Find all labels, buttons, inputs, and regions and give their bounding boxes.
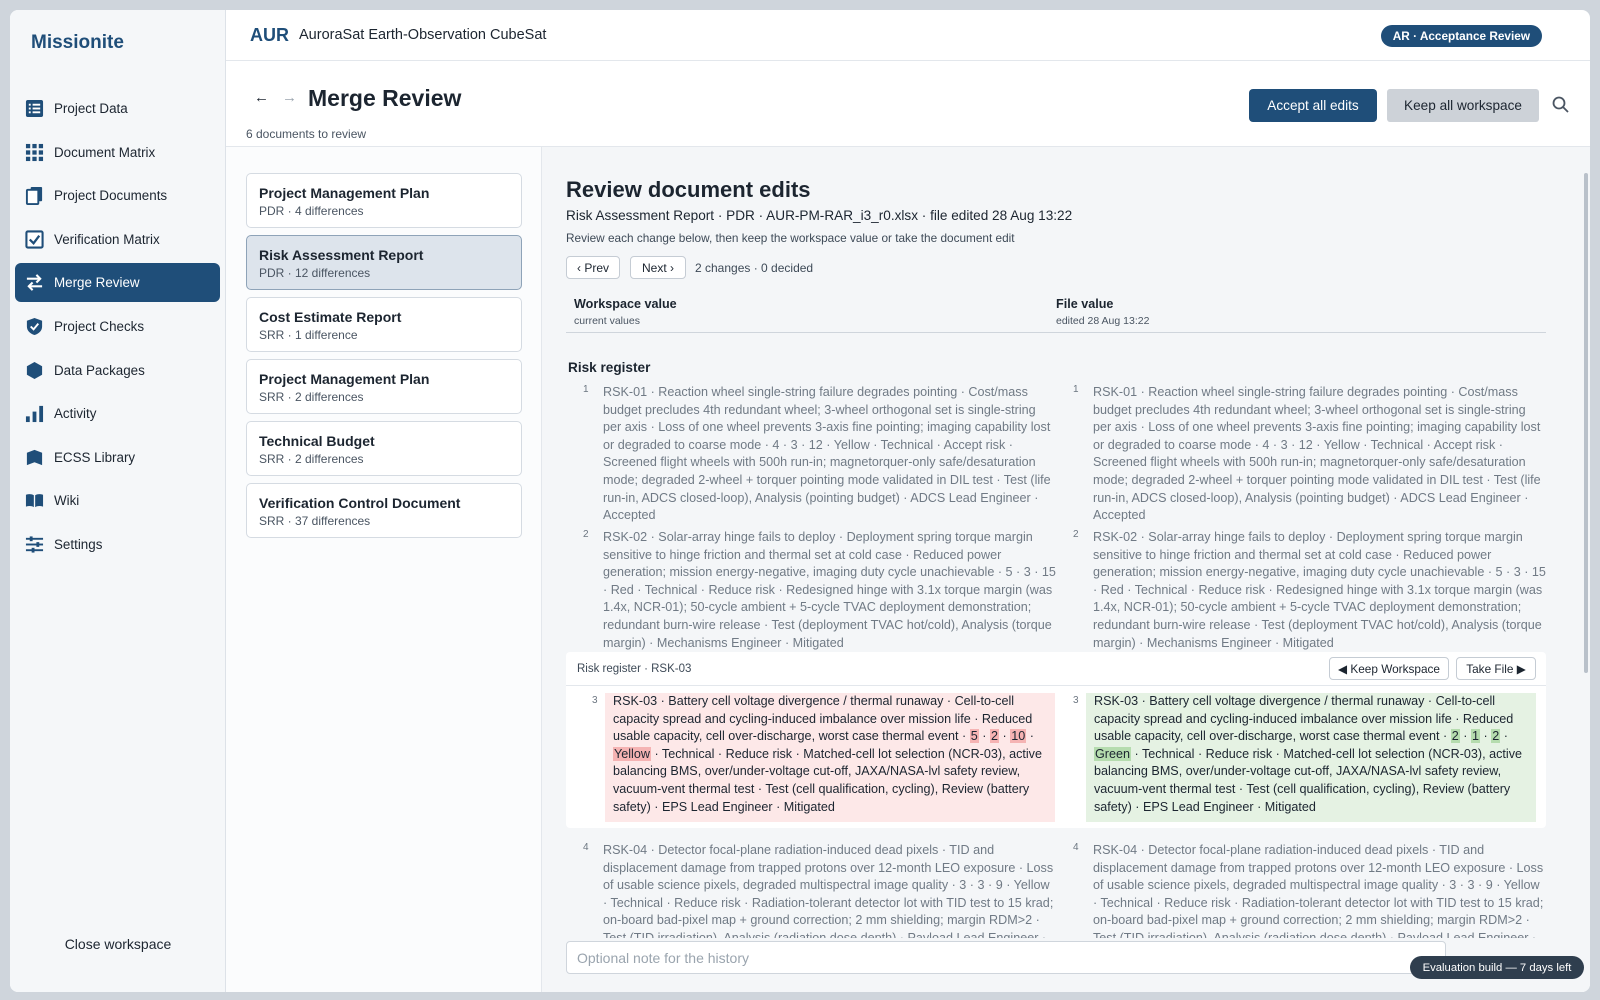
row-text-prefix: RSK-03 · Battery cell voltage divergence / thermal runaway · Cell-to-cell capacity spread and cycling-induced imbalance over mission life · Reduced usable capacity, cell over-discharge, worst case thermal event · — [613, 694, 1033, 744]
phase-badge[interactable]: AR · Acceptance Review — [1381, 25, 1542, 47]
workspace-column-header: Workspace value — [574, 297, 677, 311]
row-number: 2 — [1073, 529, 1079, 540]
sidebar-item-label: Merge Review — [54, 275, 140, 291]
sidebar-item-label: Project Checks — [54, 318, 145, 334]
sidebar-nav — [15, 89, 220, 569]
sidebar-item-project-data[interactable] — [15, 89, 220, 128]
row-text-suffix: · Technical · Reduce risk · Matched-cell lot selection (NCR-03), active balancing BMS, over/under-voltage cut-off, JAXA/NASA-lvl safety review, vacuum-vent thermal test · Test (cell qualification, cycling), Review (battery safety) · EPS Lead Engineer · Mitigated — [1094, 746, 1523, 814]
merge-icon — [24, 273, 44, 293]
sidebar-item-label: Wiki — [54, 493, 80, 509]
document-card[interactable] — [246, 483, 522, 538]
keep-all-workspace-button[interactable]: Keep all workspace — [1387, 89, 1539, 122]
document-card[interactable] — [246, 297, 522, 352]
evaluation-badge: Evaluation build — 7 days left — [1410, 956, 1584, 979]
sidebar-item-project-documents[interactable] — [15, 176, 220, 215]
sidebar-item-wiki[interactable] — [15, 481, 220, 520]
file-column-subtitle: edited 28 Aug 13:22 — [1056, 315, 1150, 327]
list-icon — [24, 99, 44, 119]
added-value: 2 — [1451, 729, 1459, 744]
page-header — [226, 61, 1590, 147]
document-name: Project Management Plan — [259, 371, 430, 387]
accept-all-edits-button[interactable]: Accept all edits — [1249, 89, 1377, 122]
document-differences: PDR · 12 differences — [259, 266, 371, 280]
document-card[interactable] — [246, 173, 522, 228]
row-number: 2 — [583, 529, 589, 540]
document-name: Verification Control Document — [259, 495, 461, 511]
back-arrow-icon[interactable]: ← — [254, 89, 269, 106]
section-title: Risk register — [568, 360, 651, 375]
file-row-text: RSK-01 · Reaction wheel single-string failure degrades pointing · Cost/mass budget precludes 4th redundant wheel; 3-wheel orthogonal set is single-string per axis · Loss of one wheel prevents 3-axis fine pointing; imaging capability lost or degraded to coarse mode · 4 · 3 · 12 · Yellow · Technical · Accept risk · Screened flight wheels with 500h run-in; magnetorquer-only safe/desaturation mode; degraded 2-wheel + torquer pointing mode validated in DIL test · Test (life run-in, ADCS closed-loop), Analysis (pointing budget) · ADCS Lead Engineer · Accepted — [1093, 385, 1541, 523]
document-differences: PDR · 4 differences — [259, 204, 364, 218]
document-differences: SRR · 2 differences — [259, 452, 364, 466]
column-divider — [566, 332, 1546, 333]
sidebar-item-label: Project Data — [54, 101, 128, 116]
document-card[interactable] — [246, 421, 522, 476]
library-icon — [24, 447, 44, 467]
removed-value: 2 — [990, 729, 998, 744]
workspace-row-text: RSK-04 · Detector focal-plane radiation-induced dead pixels · TID and displacement damage from trapped protons over 12-month LEO exposure · Loss of usable science pixels, degraded multispectral image quality · 3 · 3 · 9 · Yellow · Technical · Reduce risk · Radiation-tolerant detector lot with TID test to 15 krad; on-board bad-pixel map + ground correction; 2 mm shielding; margin RDM>2 · — [603, 843, 1054, 928]
brand-logo: Missionite — [31, 32, 124, 53]
review-file-meta: Risk Assessment Report · PDR · AUR-PM-RAR_i3_r0.xlsx · file edited 28 Aug 13:22 — [566, 208, 1073, 223]
workspace-column-subtitle: current values — [574, 315, 640, 327]
workspace-value-removed: RSK-03 · Battery cell voltage divergence / thermal runaway · Cell-to-cell capacity spread and cycling-induced imbalance over mission life · Reduced usable capacity, cell over-discharge, worst case thermal event · 5 · 2 · 10 · Yellow · Technical · Reduce risk · Matched-cell lot selection (NCR-03), active balancing BMS, over/under-voltage cut-off, JAXA/NASA-lvl safety review, vacuum-vent thermal test · Test (cell qualification, cycling), Review (battery safety) · EPS Lead Engineer · Mitigated — [605, 693, 1055, 822]
change-divider — [566, 685, 1546, 686]
review-instructions: Review each change below, then keep the workspace value or take the document edit — [566, 231, 1015, 245]
sidebar-item-label: Document Matrix — [54, 144, 156, 160]
next-change-button[interactable]: Next › — [630, 256, 686, 279]
history-note-input[interactable] — [566, 941, 1446, 974]
sidebar-item-label: Verification Matrix — [54, 231, 160, 247]
workspace-row-text: RSK-02 · Solar-array hinge fails to deploy · Deployment spring torque margin sensitive to hinge friction and thermal set at cold case · Reduced power generation; mission energy-negative, imaging duty cycle unachievable · 5 · 3 · 15 · Red · Technical · Reduce risk · Redesigned hinge with 3.1x torque margin (was 1.4x, NCR-01); 50-cycle ambient + 5-cycle TVAC deployment demonstration; redundant burn-wire release · Test (deployment TVAC hot/cold), Analysis (torque margin) · Mechanisms Engineer · Mitigated — [603, 530, 1056, 650]
row-number: 3 — [1073, 695, 1079, 706]
sidebar-item-project-checks[interactable] — [15, 307, 220, 346]
change-block — [566, 652, 1546, 828]
take-file-button[interactable]: Take File ▶ — [1456, 657, 1536, 680]
sidebar-item-label: Settings — [54, 536, 103, 552]
project-name: AuroraSat Earth-Observation CubeSat — [299, 27, 547, 43]
document-name: Project Management Plan — [259, 185, 430, 201]
topbar — [226, 10, 1590, 61]
review-scrollbar[interactable] — [1584, 173, 1588, 673]
sidebar-item-label: ECSS Library — [54, 449, 136, 465]
grid-icon — [24, 142, 44, 162]
file-row-text: RSK-04 · Detector focal-plane radiation-induced dead pixels · TID and displacement damage from trapped protons over 12-month LEO exposure · Loss of usable science pixels, degraded multispectral image quality · 3 · 3 · 9 · Yellow · Technical · Reduce risk · Radiation-tolerant detector lot with TID test to 15 krad; on-board bad-pixel map + ground correction; 2 mm shielding; margin RDM>2 · — [1093, 843, 1544, 928]
row-text-suffix: · Technical · Reduce risk · Matched-cell lot selection (NCR-03), active balancing BMS, over/under-voltage cut-off, JAXA/NASA-lvl safety review, vacuum-vent thermal test · Test (cell qualification, cycling), Review (battery safety) · EPS Lead Engineer · Mitigated — [613, 746, 1042, 814]
document-name: Risk Assessment Report — [259, 247, 424, 263]
review-title: Review document edits — [566, 177, 811, 202]
added-value: 1 — [1471, 729, 1479, 744]
row-number: 3 — [592, 695, 598, 706]
page-title: Merge Review — [308, 85, 462, 111]
document-name: Technical Budget — [259, 433, 375, 449]
removed-value: 10 — [1011, 729, 1026, 744]
app-window — [10, 10, 1590, 992]
sidebar-item-label: Project Documents — [54, 188, 168, 204]
close-workspace-button[interactable]: Close workspace — [64, 936, 172, 952]
change-count: 2 changes · 0 decided — [695, 261, 814, 275]
removed-value: 5 — [970, 729, 978, 744]
sidebar-item-label: Activity — [54, 406, 97, 422]
checkbox-icon — [24, 229, 44, 249]
sidebar-item-activity[interactable] — [15, 394, 220, 433]
search-icon[interactable] — [1550, 94, 1572, 116]
added-value: Green — [1095, 746, 1131, 761]
workspace-row-text: RSK-01 · Reaction wheel single-string failure degrades pointing · Cost/mass budget precludes 4th redundant wheel; 3-wheel orthogonal set is single-string per axis · Loss of one wheel prevents 3-axis fine pointing; imaging capability lost or degraded to coarse mode · 4 · 3 · 12 · Yellow · Technical · Accept risk · Screened flight wheels with 500h run-in; magnetorquer-only safe/desaturation mode; degraded 2-wheel + torquer pointing mode validated in DIL test · Test (life run-in, ADCS closed-loop), Analysis (pointing budget) · ADCS Lead Engineer · Accepted — [603, 385, 1051, 523]
sliders-icon — [24, 534, 44, 554]
row-number: 1 — [583, 384, 589, 395]
prev-change-button[interactable]: ‹ Prev — [566, 256, 620, 279]
bar-chart-icon — [24, 404, 44, 424]
document-card[interactable] — [246, 235, 522, 290]
row-number: 4 — [583, 842, 589, 853]
row-number: 1 — [1073, 384, 1079, 395]
row-text-prefix: RSK-03 · Battery cell voltage divergence / thermal runaway · Cell-to-cell capacity spread and cycling-induced imbalance over mission life · Reduced usable capacity, cell over-discharge, worst case thermal event · — [1094, 694, 1514, 744]
sidebar-item-verification-matrix[interactable] — [15, 220, 220, 259]
document-differences: SRR · 2 differences — [259, 390, 364, 404]
keep-workspace-button[interactable]: ◀ Keep Workspace — [1329, 657, 1449, 680]
sidebar — [10, 10, 226, 992]
file-column-header: File value — [1056, 297, 1114, 311]
change-label: Risk register · RSK-03 — [577, 663, 692, 675]
project-code: AUR — [250, 24, 289, 45]
sidebar-item-data-packages[interactable] — [15, 351, 220, 390]
document-differences: SRR · 37 differences — [259, 514, 371, 528]
book-icon — [24, 491, 44, 511]
hexagon-icon — [24, 360, 44, 380]
document-name: Cost Estimate Report — [259, 309, 402, 325]
documents-icon — [24, 186, 44, 206]
review-panel — [542, 147, 1590, 992]
added-value: 2 — [1492, 729, 1500, 744]
sidebar-item-merge-review[interactable] — [15, 263, 220, 302]
document-card[interactable] — [246, 359, 522, 414]
document-differences: SRR · 1 difference — [259, 328, 358, 342]
forward-arrow-icon[interactable]: → — [282, 89, 297, 106]
sidebar-item-label: Data Packages — [54, 362, 145, 378]
documents-count: 6 documents to review — [246, 127, 367, 141]
file-value-added: RSK-03 · Battery cell voltage divergence / thermal runaway · Cell-to-cell capacity spread and cycling-induced imbalance over mission life · Reduced usable capacity, cell over-discharge, worst case thermal event · 2 · 1 · 2 · Green · Technical · Reduce risk · Matched-cell lot selection (NCR-03), active balancing BMS, over/under-voltage cut-off, JAXA/NASA-lvl safety review, vacuum-vent thermal test · Test (cell qualification, cycling), Review (battery safety) · EPS Lead Engineer · Mitigated — [1086, 693, 1536, 822]
row-number: 4 — [1073, 842, 1079, 853]
sidebar-item-ecss-library[interactable] — [15, 438, 220, 477]
removed-value: Yellow — [614, 746, 650, 761]
sidebar-item-document-matrix[interactable] — [15, 133, 220, 172]
shield-check-icon — [24, 316, 44, 336]
document-list — [226, 147, 542, 992]
sidebar-item-settings[interactable] — [15, 525, 220, 564]
file-row-text: RSK-02 · Solar-array hinge fails to deploy · Deployment spring torque margin sensitive to hinge friction and thermal set at cold case · Reduced power generation; mission energy-negative, imaging duty cycle unachievable · 5 · 3 · 15 · Red · Technical · Reduce risk · Redesigned hinge with 3.1x torque margin (was 1.4x, NCR-01); 50-cycle ambient + 5-cycle TVAC deployment demonstration; redundant burn-wire release · Test (deployment TVAC hot/cold), Analysis (torque margin) · Mechanisms Engineer · Mitigated — [1093, 530, 1546, 650]
